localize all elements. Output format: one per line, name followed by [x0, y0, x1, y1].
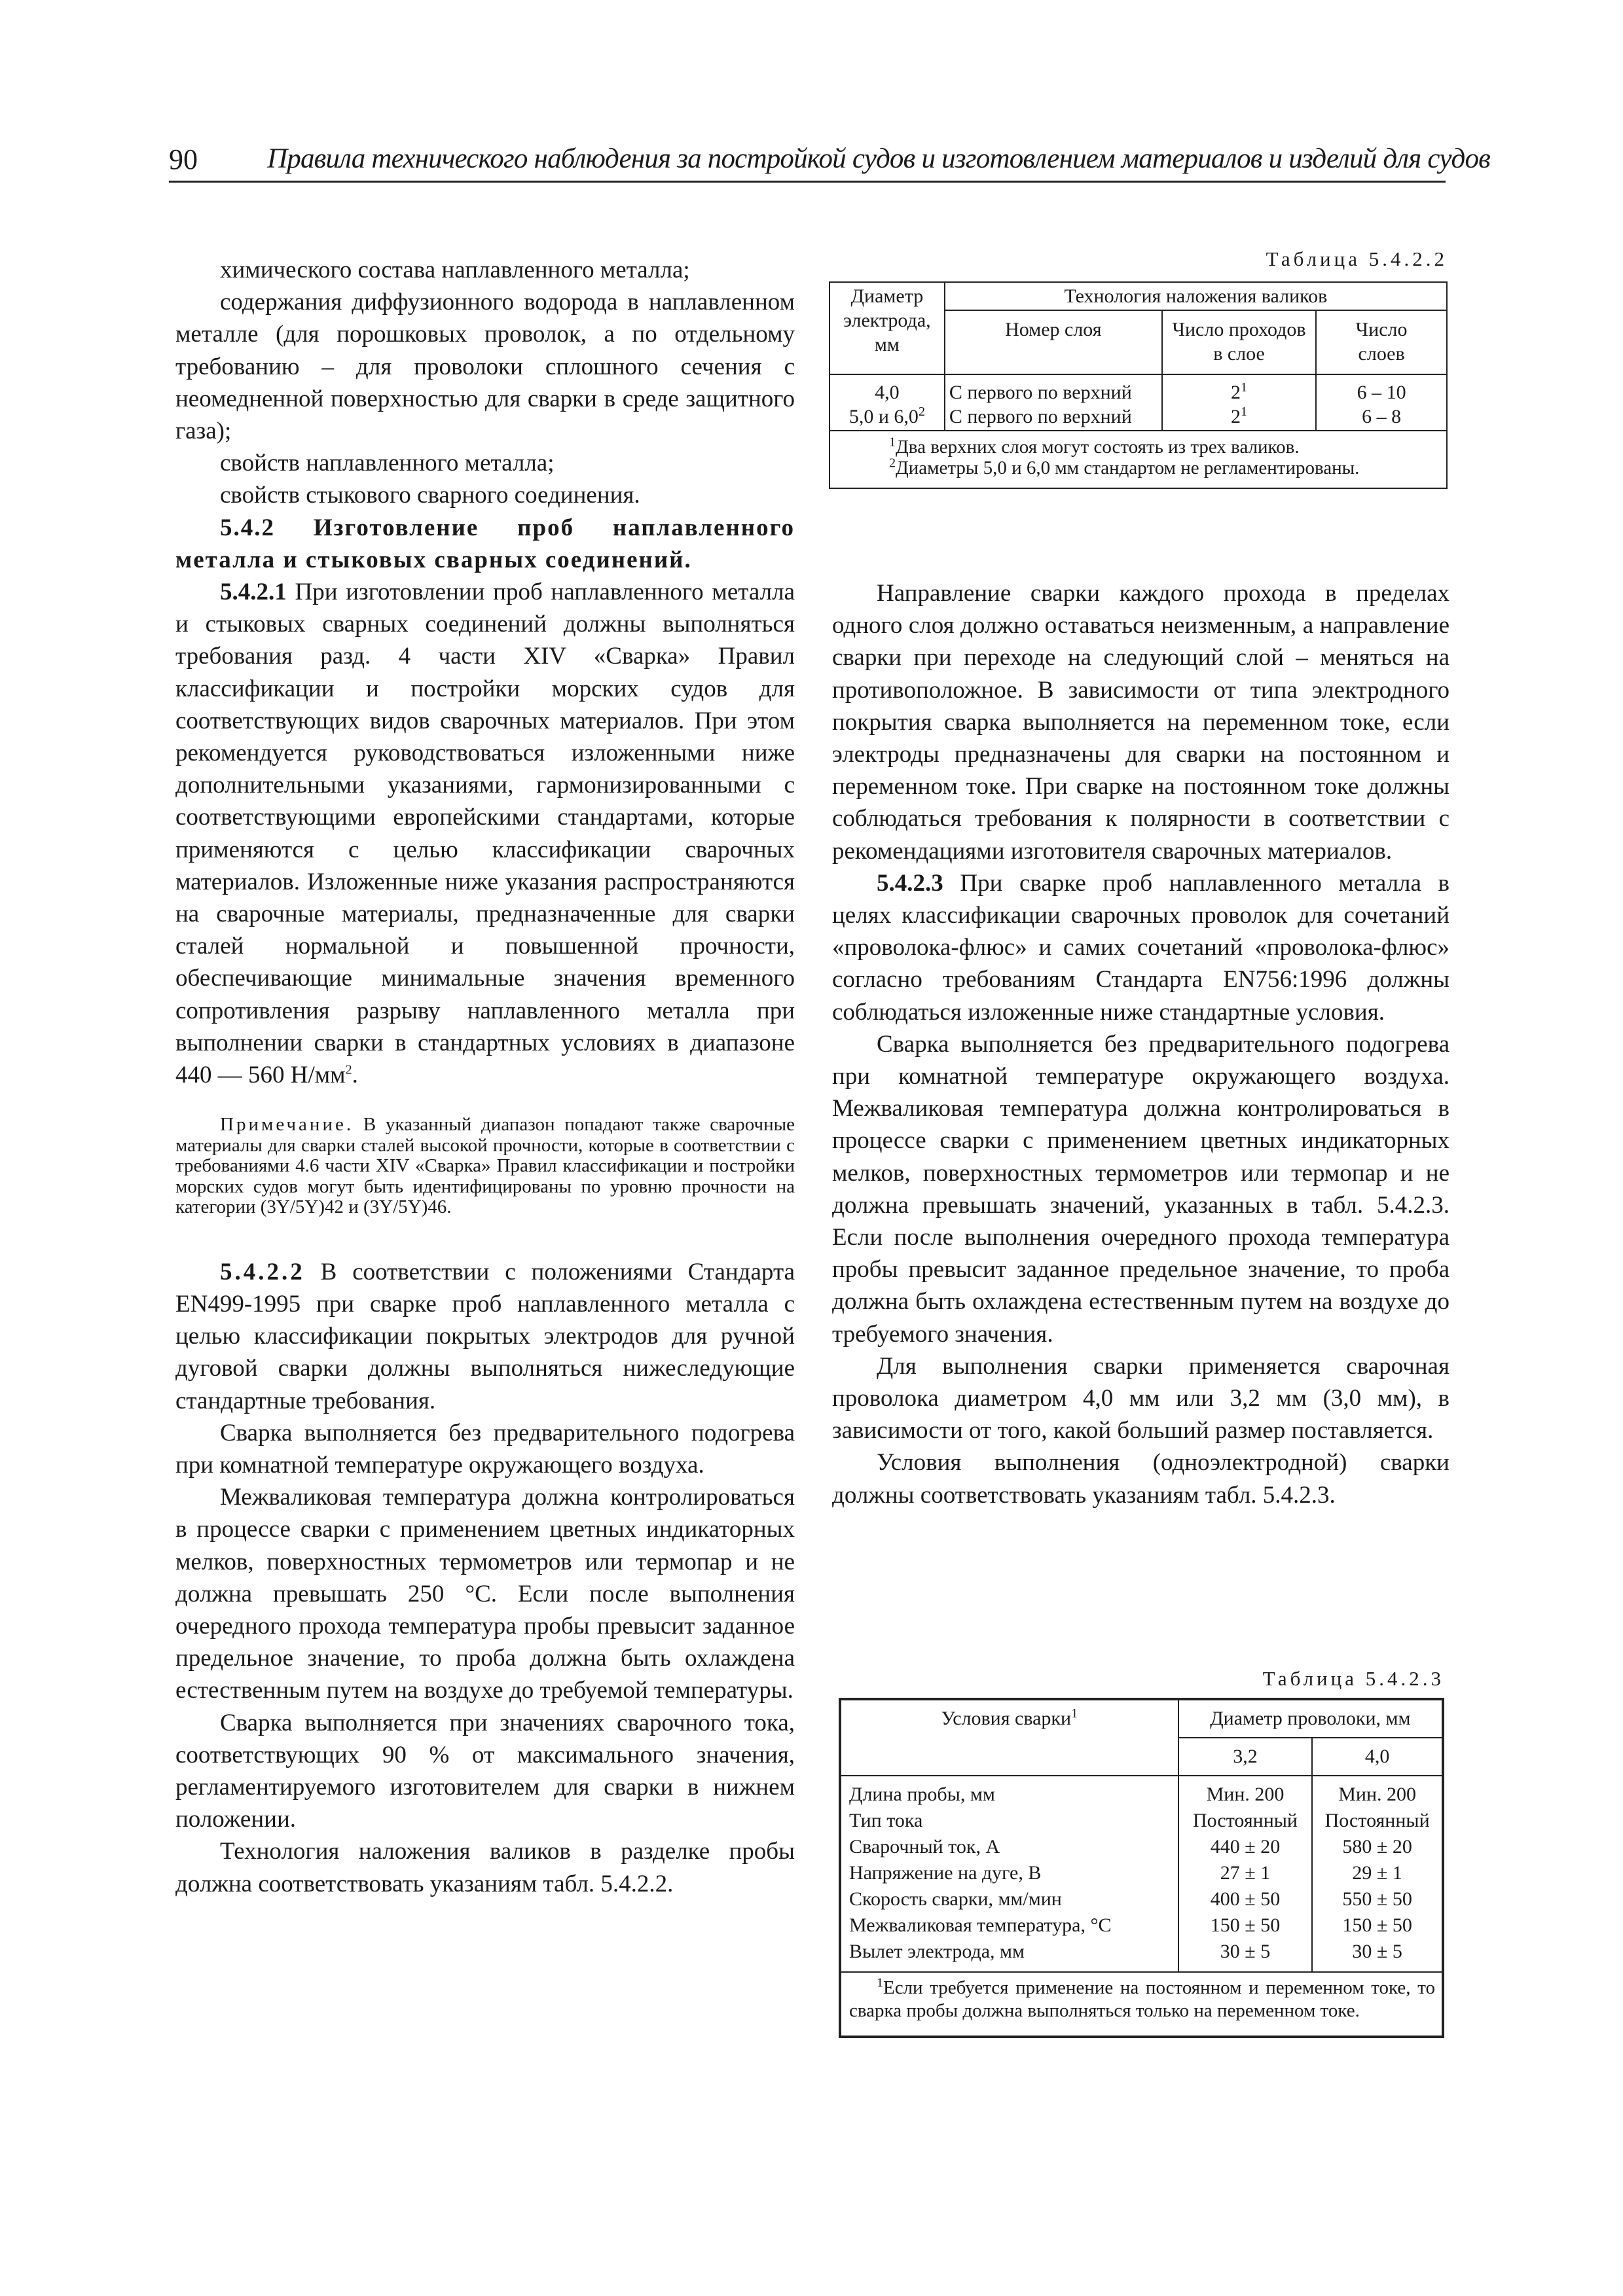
footnote — [837, 437, 1440, 457]
footnote-mark: 1 — [877, 1975, 883, 1990]
table-5-4-2-3-caption: Таблица 5.4.2.3 — [1262, 1667, 1444, 1690]
cell-text: 400 ± 50 — [1210, 1888, 1281, 1910]
header-cell-4-0: 4,0 — [1312, 1738, 1443, 1776]
left-column — [175, 254, 795, 1900]
clause-number: 5.4.2.1 — [220, 579, 287, 606]
paragraph: содержания диффузионного водорода в наплавленном металле (для порошковых проволок, а по отдельному требованию – для проволоки сплошного сечения с неомедненной поверхностью для сварки в среде защитного газа); — [175, 289, 795, 445]
table-5-4-2-3 — [839, 1698, 1444, 2038]
cell-text: Тип тока — [849, 1810, 923, 1831]
cell-text: Постоянный — [1192, 1810, 1298, 1831]
diam-value — [834, 380, 940, 404]
table-cell — [840, 1776, 1178, 1972]
cell-text: 5,0 и 6,0 — [848, 406, 919, 427]
cell-text: 2 — [1231, 382, 1241, 403]
cell-text: Мин. 200 — [1338, 1784, 1417, 1805]
superscript: 1 — [1241, 404, 1248, 419]
paragraph: Сварка выполняется без предварительного подогрева при комнатной температуре окружающего воздуха. Межваликовая температура должна контролироваться в процессе сварки с применением цветных индикаторных мелков, поверхностных термометров или термопар и не должна превышать значений, указанных в табл. 5.4.2.3. Если после выполнения очередного прохода температура пробы превысит заданное предельное значение, то проба должна быть охлаждена естественным путем на воздухе до требуемого значения. — [832, 1030, 1450, 1348]
right-column — [832, 577, 1450, 1511]
paragraph-5-4-2-1 — [175, 576, 795, 1091]
cell-text: 30 ± 5 — [1352, 1941, 1402, 1962]
cell-text: 6 – 10 — [1357, 382, 1406, 403]
passes-value — [1167, 404, 1311, 429]
paragraph: Условия выполнения (одноэлектродной) сварки должны соответствовать указаниям табл. 5.4.2.3. — [832, 1449, 1450, 1509]
paragraph: Направление сварки каждого прохода в пределах одного слоя должно оставаться неизменным, а направление сварки при переходе на следующий слой – меняться на противоположное. В зависимости от типа электродного покрытия сварка выполняется на переменном токе, если электроды предназначены для сварки на постоянном и переменном токе. При сварке на постоянном токе должны соблюдаться требования к полярности в соответствии с рекомендациями изготовителя сварочных материалов. — [832, 580, 1450, 865]
footnote-text: Если требуется применение на постоянном и переменном токе, то сварка пробы должна выполняться только на переменном токе. — [849, 1977, 1435, 2021]
cell-text: 4,0 — [875, 382, 900, 403]
page-number: 90 — [169, 143, 198, 175]
table-5-4-2-2 — [829, 281, 1448, 489]
table-footnotes — [830, 431, 1447, 488]
clause-end: . — [352, 1062, 358, 1089]
section-heading-5-4-2: 5.4.2 Изготовление проб наплавленного металла и стыковых сварных соединений. — [175, 514, 795, 573]
cell-text: 27 ± 1 — [1220, 1862, 1271, 1884]
footnote — [837, 457, 1440, 478]
cell-text: 150 ± 50 — [1210, 1914, 1281, 1936]
cell-text: С первого по верхний — [949, 382, 1132, 403]
page-header — [169, 143, 1491, 182]
cell-text: 150 ± 50 — [1342, 1914, 1412, 1936]
header-cell-layer: Номер слоя — [945, 310, 1162, 374]
header-cell-passes: Число проходов в слое — [1162, 310, 1316, 374]
note-text: В указанный диапазон попадают также сварочные материалы для сварки сталей высокой прочности, которые в соответствии с требованиями 4.6 части XIV «Сварка» Правил классификации и постройки морских судов могут быть идентифицированы по уровню прочности на категории (3Y/5Y)42 и (3Y/5Y)46. — [175, 1114, 795, 1218]
header-cell-technology: Технология наложения валиков — [945, 282, 1447, 310]
cell-text: 440 ± 20 — [1210, 1836, 1281, 1857]
table-5-4-2-2-caption: Таблица 5.4.2.2 — [1266, 247, 1448, 270]
cell-text: Скорость сварки, мм/мин — [849, 1888, 1062, 1910]
superscript: 1 — [1241, 380, 1248, 395]
superscript: 2 — [918, 404, 925, 419]
header-cell-3-2: 3,2 — [1178, 1738, 1313, 1776]
superscript: 1 — [1071, 1706, 1078, 1721]
paragraph-5-4-2-2 — [175, 1256, 795, 1417]
cell-text: 580 ± 20 — [1342, 1836, 1412, 1857]
cell-text: Длина пробы, мм — [849, 1784, 995, 1805]
table-footnote — [840, 1972, 1443, 2037]
cell-text: Вылет электрода, мм — [849, 1941, 1025, 1962]
cell-text: 2 — [1231, 406, 1241, 427]
table-cell — [945, 374, 1162, 431]
superscript: 2 — [345, 1062, 352, 1077]
footnote-mark: 2 — [889, 456, 896, 471]
footnote-text: Два верхних слоя могут состоять из трех валиков. — [896, 437, 1300, 457]
cell-text: Постоянный — [1324, 1810, 1430, 1831]
paragraph: Для выполнения сварки применяется сварочная проволока диаметром 4,0 мм или 3,2 мм (3,0 мм), в зависимости от того, какой больший размер поставляется. — [832, 1352, 1450, 1444]
clause-number: 5.4.2.2 — [220, 1258, 305, 1285]
paragraph-5-4-2-3 — [832, 867, 1450, 1028]
paragraph: химического состава наплавленного металла; — [220, 257, 690, 283]
passes-value — [1167, 380, 1311, 404]
clause-text: В соответствии с положениями Стандарта EN499-1995 при сварке проб наплавленного металла с целью классификации покрытых электродов для ручной дуговой сварки должны выполняться нижеследующие стандартные требования. — [175, 1258, 795, 1414]
paragraph: Сварка выполняется при значениях сварочного тока, соответствующих 90 % от максимального значения, регламентируемого изготовителем для сварки в нижнем положении. — [175, 1709, 795, 1833]
paragraph: свойств наплавленного металла; — [220, 450, 555, 477]
diam-value — [834, 404, 940, 429]
note-label: Примечание. — [220, 1114, 354, 1136]
paragraph: Сварка выполняется без предварительного подогрева при комнатной температуре окружающего воздуха. — [175, 1419, 795, 1479]
clause-text: При изготовлении проб наплавленного металла и стыковых сварных соединений должны выполняться требования разд. 4 части XIV «Сварка» Правил классификации и постройки морских судов для соответствующих видов сварочных материалов. При этом рекомендуется руководствоваться изложенными ниже дополнительными указаниями, гармонизированными с соответствующими европейскими стандартами, которые применяются с целью классификации сварочных материалов. Изложенные ниже указания распространяются на сварочные материалы, предназначенные для сварки сталей нормальной и повышенной прочности, обеспечивающие минимальные значения временного сопротивления разрыву наплавленного металла при выполнении сварки в стандартных условиях в диапазоне 440 — 560 Н/мм — [175, 579, 795, 1089]
clause-number: 5.4.2.3 — [877, 869, 943, 897]
table-cell — [1162, 374, 1316, 431]
table-cell — [1312, 1776, 1443, 1972]
header-rule — [169, 181, 1446, 183]
cell-text: Межваликовая температура, °С — [849, 1914, 1112, 1936]
header-cell-wire-diameter: Диаметр проволоки, мм — [1178, 1699, 1443, 1738]
cell-text: С первого по верхний — [949, 406, 1132, 427]
cell-text: Сварочный ток, А — [849, 1836, 1000, 1857]
cell-text: 6 – 8 — [1362, 406, 1402, 427]
paragraph: свойств стыкового сварного соединения. — [220, 482, 640, 509]
footnote-mark: 1 — [889, 435, 896, 450]
cell-text: Напряжение на дуге, В — [849, 1862, 1042, 1884]
note — [175, 1115, 795, 1218]
paragraph: Технология наложения валиков в разделке пробы должна соответствовать указаниям табл. 5.4.2.2. — [175, 1838, 795, 1897]
footnote-text: Диаметры 5,0 и 6,0 мм стандартом не регламентированы. — [896, 457, 1360, 478]
table-cell — [830, 374, 945, 431]
running-title: Правила технического наблюдения за постройкой судов и изготовлением материалов и изделий для судов — [267, 143, 1491, 174]
paragraph: Межваликовая температура должна контролироваться в процессе сварки с применением цветных индикаторных мелков, поверхностных термометров или термопар и не должна превышать 250 °С. Если после выполнения очередного прохода температура пробы превысит заданное предельное значение, то проба должна быть охлаждена естественным путем на воздухе до требуемой температуры. — [175, 1484, 795, 1704]
cell-text: 30 ± 5 — [1220, 1941, 1271, 1962]
header-cell-diameter: Диаметр электрода, мм — [830, 282, 945, 374]
clause-text: При сварке проб наплавленного металла в целях классификации сварочных проволок для сочетаний «проволока-флюс» и самих сочетаний «проволока-флюс» согласно требованиям Стандарта EN756:1996 должны соблюдаться изложенные ниже стандартные условия. — [832, 869, 1450, 1026]
header-cell-conditions — [840, 1699, 1178, 1776]
cell-text: 29 ± 1 — [1352, 1862, 1402, 1884]
table-cell — [1178, 1776, 1313, 1972]
table-cell — [1316, 374, 1447, 431]
cell-text: Мин. 200 — [1206, 1784, 1285, 1805]
header-cell-layers: Число слоев — [1316, 310, 1447, 374]
cell-text: 550 ± 50 — [1342, 1888, 1412, 1910]
cell-text: Условия сварки — [941, 1708, 1072, 1729]
